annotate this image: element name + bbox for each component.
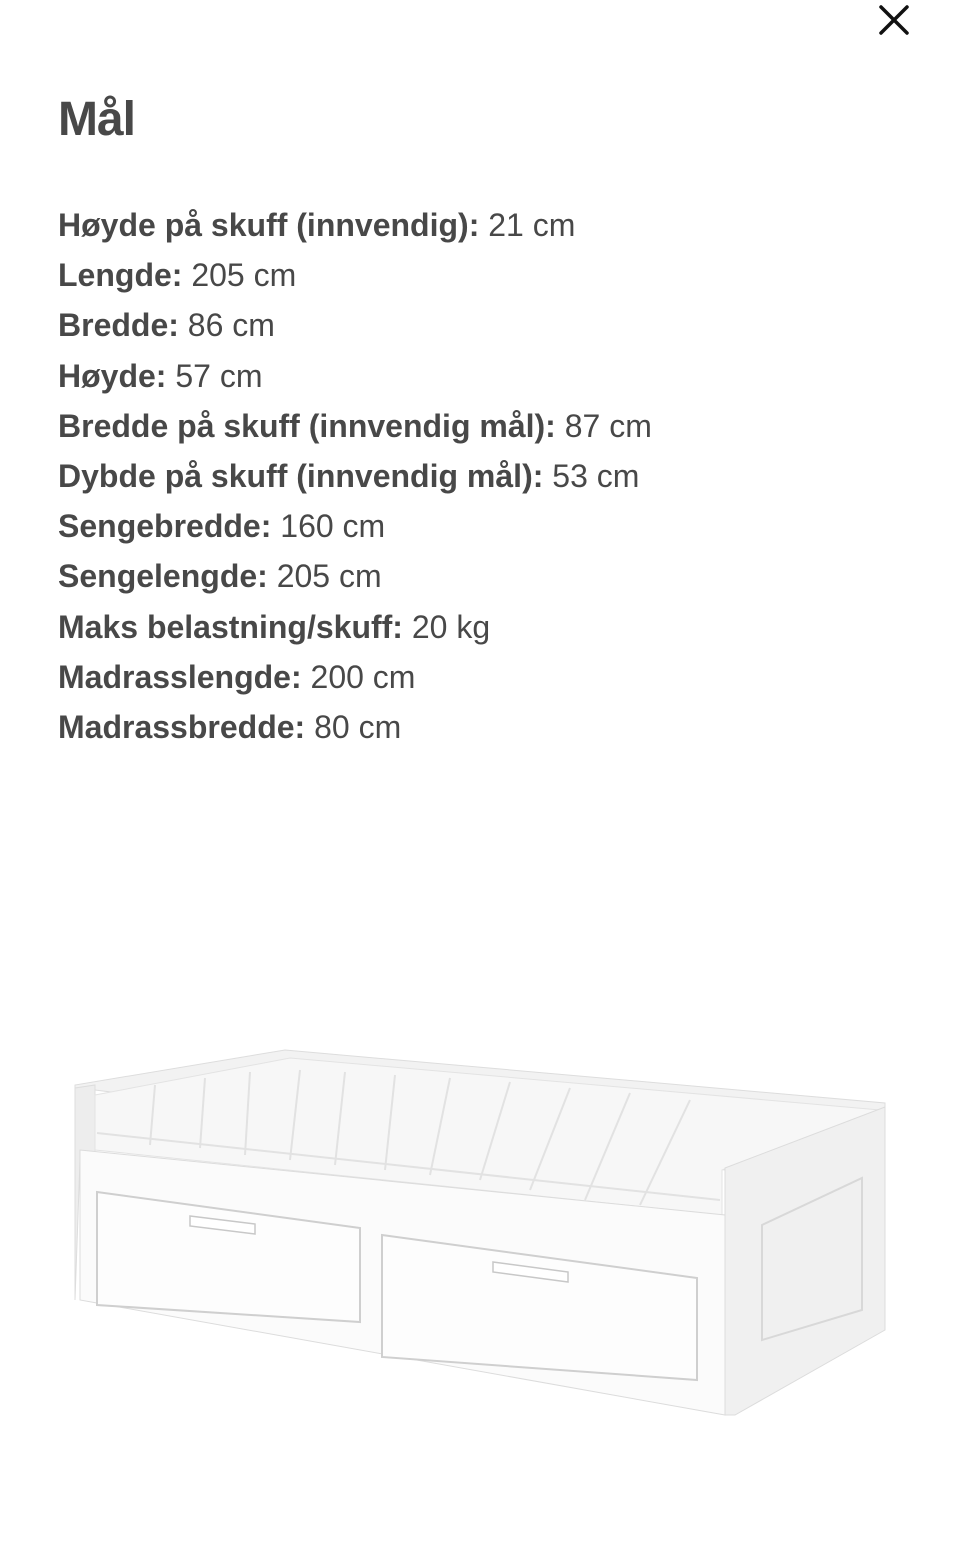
dimension-value: 53 cm bbox=[552, 457, 640, 494]
daybed-product-image bbox=[0, 1030, 960, 1450]
dimension-label: Bredde: bbox=[58, 307, 179, 344]
dimension-item bbox=[58, 602, 652, 652]
dimension-label: Madrasslengde: bbox=[58, 658, 302, 695]
dimension-value: 205 cm bbox=[191, 257, 297, 294]
dimension-label: Sengelengde: bbox=[58, 558, 268, 595]
dimension-label: Bredde på skuff (innvendig mål): bbox=[58, 407, 556, 444]
dimension-item bbox=[58, 300, 652, 350]
dimensions-list bbox=[58, 200, 652, 752]
dimension-item bbox=[58, 401, 652, 451]
dimension-item bbox=[58, 451, 652, 501]
dimension-value: 21 cm bbox=[488, 207, 576, 243]
dimension-item bbox=[58, 501, 652, 551]
dimension-value: 160 cm bbox=[280, 508, 386, 545]
dimension-item bbox=[58, 551, 652, 601]
dimension-item bbox=[58, 200, 652, 250]
close-icon bbox=[878, 4, 910, 36]
dimension-item bbox=[58, 652, 652, 702]
dimension-value: 200 cm bbox=[310, 658, 416, 695]
dimension-label: Maks belastning/skuff: bbox=[58, 608, 403, 645]
dimension-value: 57 cm bbox=[175, 357, 263, 394]
dimension-item bbox=[58, 351, 652, 401]
dimension-label: Sengebredde: bbox=[58, 508, 272, 545]
dimension-value: 20 kg bbox=[411, 608, 491, 645]
dimension-item bbox=[58, 250, 652, 300]
dimension-label: Dybde på skuff (innvendig mål): bbox=[58, 457, 544, 494]
dimension-value: 86 cm bbox=[187, 307, 275, 344]
dimension-item bbox=[58, 702, 652, 752]
dimension-value: 205 cm bbox=[276, 558, 382, 595]
dimension-label: Madrassbredde: bbox=[58, 708, 306, 745]
page-title: Mål bbox=[58, 93, 136, 146]
dimension-value: 87 cm bbox=[564, 407, 652, 444]
dimension-value: 80 cm bbox=[314, 708, 402, 745]
dimension-label: Lengde: bbox=[58, 257, 183, 294]
close-button[interactable] bbox=[872, 0, 916, 40]
dimension-label: Høyde: bbox=[58, 357, 167, 394]
dimension-label: Høyde på skuff (innvendig): bbox=[58, 207, 480, 243]
